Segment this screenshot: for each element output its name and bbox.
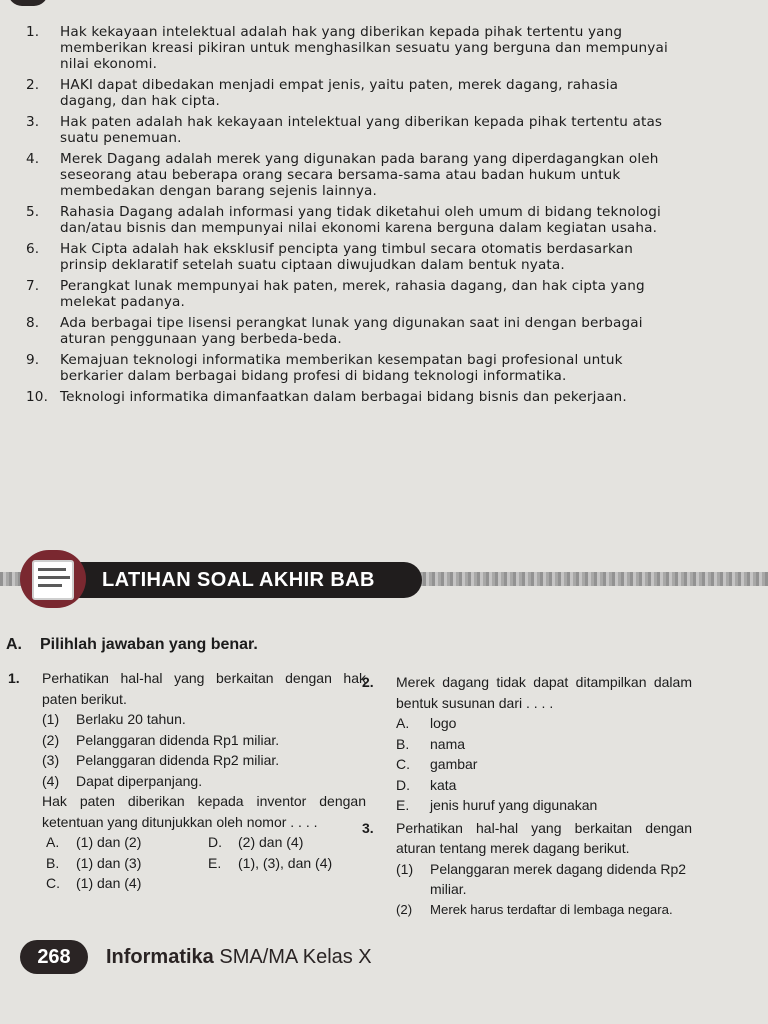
question-text: Hak paten diberikan kepada inventor dengan ketentuan yang ditunjukkan oleh nomor . . . . (42, 793, 366, 830)
summary-item: 8. Ada berbagai tipe lisensi perangkat lunak yang digunakan saat ini dengan berbagai aturan penggunaan yang berbeda-beda. (26, 315, 643, 347)
summary-item: 9. Kemajuan teknologi informatika memberikan kesempatan bagi profesional untuk berkarier dalam berbagai bidang profesi di bidang teknologi informatika. (26, 352, 623, 384)
summary-item: 10. Teknologi informatika dimanfaatkan dalam berbagai bidang bisnis dan pekerjaan. (26, 389, 627, 405)
banner-title: LATIHAN SOAL AKHIR BAB (102, 569, 375, 591)
option-d[interactable]: D. kata (396, 776, 457, 793)
question-column-right (362, 672, 692, 920)
option-c[interactable]: C. gambar (396, 756, 478, 772)
question-stem: Merek dagang tidak dapat ditampilkan dalam bentuk susunan dari . . . . (396, 674, 692, 711)
summary-item: 2. HAKI dapat dibedakan menjadi empat jenis, yaitu paten, merek dagang, rahasia dagang, dan hak cipta. (26, 77, 619, 109)
option-a[interactable]: A. (1) dan (2) (46, 834, 142, 850)
summary-item: 4. Merek Dagang adalah merek yang digunakan pada barang yang diperdagangkan oleh seseorang atau beberapa orang secara bersama-sama atau badan hukum untuk membedakan dengan barang sejenis lainnya. (26, 151, 659, 199)
option-b[interactable]: B. (1) dan (3) (46, 854, 142, 871)
page-number: 268 (20, 940, 88, 974)
option-c[interactable]: C. (1) dan (4) (46, 875, 142, 891)
list-item: (4) Dapat diperpanjang. (42, 772, 203, 789)
list-item: (2) Merek harus terdaftar di lembaga negara. (396, 901, 673, 917)
option-e[interactable]: E. jenis huruf yang digunakan (396, 797, 598, 813)
exercise-sheet-icon (32, 560, 74, 600)
option-d[interactable]: D. (2) dan (4) (208, 834, 304, 850)
summary-item: 5. Rahasia Dagang adalah informasi yang tidak diketahui oleh umum di bidang teknologi dan/atau bisnis dan mempunyai nilai ekonomi karena berguna dalam kegiatan usaha. (26, 204, 661, 236)
list-item: (3) Pelanggaran didenda Rp2 miliar. (42, 752, 280, 768)
section-banner (0, 548, 768, 618)
list-item: (1) Berlaku 20 tahun. (42, 711, 186, 727)
page-footer (20, 940, 372, 974)
summary-item: 7. Perangkat lunak mempunyai hak paten, merek, rahasia dagang, dan hak cipta yang melekat padanya. (26, 278, 645, 310)
question-column-left (8, 668, 366, 894)
summary-item: 1. Hak kekayaan intelektual adalah hak yang diberikan kepada pihak tertentu yang memberikan kreasi pikiran untuk menghasilkan sesuatu yang berguna dan mempunyai nilai ekonomi. (26, 24, 668, 72)
summary-item: 3. Hak paten adalah hak kekayaan intelektual yang diberikan kepada pihak tertentu atas suatu penemuan. (26, 114, 663, 146)
list-item: (1) Pelanggaran merek dagang didenda Rp2 miliar. (396, 860, 687, 897)
chapter-summary-list (24, 24, 674, 410)
option-a[interactable]: A. logo (396, 715, 457, 731)
option-e[interactable]: E. (1), (3), dan (4) (208, 854, 333, 871)
question-2: 2. Merek dagang tidak dapat ditampilkan dalam bentuk susunan dari . . . . A. logo B. nama C. gambar D. kata E. jenis huruf yang digunakan (362, 672, 692, 816)
book-title: Informatika SMA/MA Kelas X (106, 945, 372, 968)
question-stem: Perhatikan hal-hal yang berkaitan dengan hak paten berikut. (42, 670, 366, 707)
question-1: 1. Perhatikan hal-hal yang berkaitan dengan hak paten berikut. (1) Berlaku 20 tahun. (2) Pelanggaran didenda Rp1 miliar. (3) Pelanggaran didenda Rp2 miliar. (4) Dapat diperpanjang. Hak paten diberikan kepada inventor dengan ketentuan yang ditunjukkan oleh nomor . . . . A. (1) dan (2) D. (2) dan (4) B. (1) dan (3) E. (1), (3), dan (4) C. (1) dan (4) (8, 668, 348, 894)
summary-item: 6. Hak Cipta adalah hak eksklusif pencipta yang timbul secara otomatis berdasarkan prinsip deklaratif setelah suatu ciptaan diwujudkan dalam bentuk nyata. (26, 241, 634, 273)
section-heading: A. Pilihlah jawaban yang benar. (6, 636, 258, 653)
question-stem: Perhatikan hal-hal yang berkaitan dengan aturan tentang merek dagang berikut. (396, 819, 692, 856)
list-item: (2) Pelanggaran didenda Rp1 miliar. (42, 731, 280, 748)
question-3: 3. Perhatikan hal-hal yang berkaitan dengan aturan tentang merek dagang berikut. (1) Pelanggaran merek dagang didenda Rp2 miliar. (2) Merek harus terdaftar di lembaga negara. (362, 818, 692, 921)
answer-options (42, 832, 366, 894)
option-b[interactable]: B. nama (396, 735, 466, 752)
top-tab-decoration (8, 0, 48, 6)
